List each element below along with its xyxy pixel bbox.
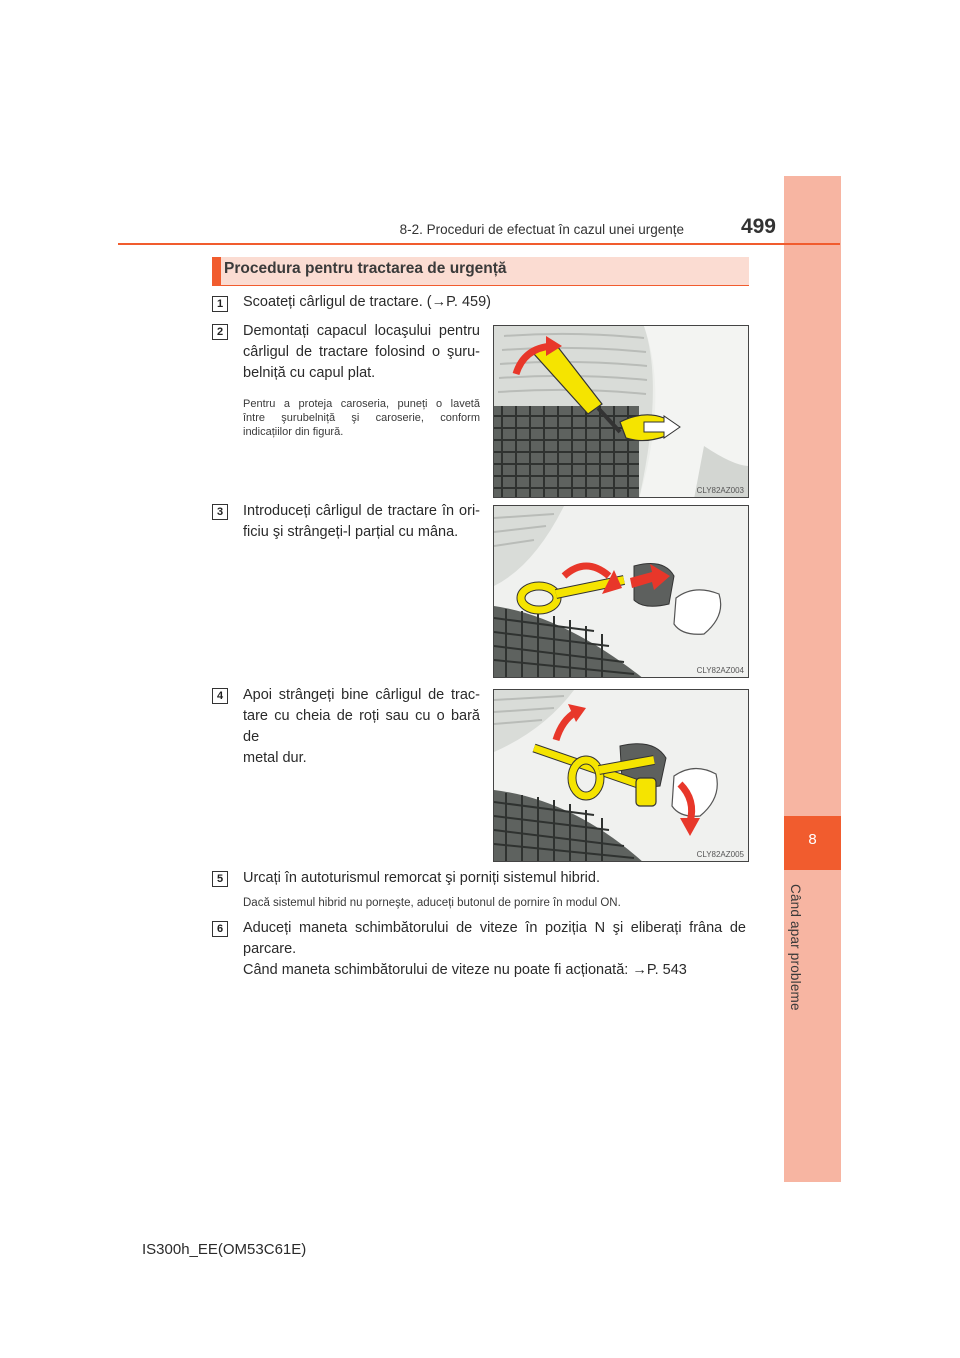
step-number-6: 6 <box>212 921 228 937</box>
step-number-5: 5 <box>212 871 228 887</box>
step-3-line: Introduceți cârligul de tractare în ori- <box>243 503 480 519</box>
step-2-line: cârligul de tractare folosind o şuru- <box>243 344 480 360</box>
header-rule <box>118 243 840 245</box>
figure-insert-hook <box>493 505 749 678</box>
step-5-text <box>243 868 753 889</box>
figure-insert-hook-drawing <box>494 506 749 678</box>
step-5-note <box>243 896 753 910</box>
step-4-text <box>243 685 480 769</box>
step-6-line: Aduceți maneta schimbătorului de viteze în poziția N şi eliberați frâna de <box>243 920 746 936</box>
step-number-2: 2 <box>212 324 228 340</box>
figure-code: CLY82AZ004 <box>696 666 744 675</box>
figure-tighten-hook-drawing <box>494 690 749 862</box>
step-1-text <box>243 292 753 313</box>
step-1-line: Scoateți cârligul de tractare. (→P. 459) <box>243 294 491 310</box>
step-number-1: 1 <box>212 296 228 312</box>
chapter-side-band <box>784 176 841 1182</box>
footer-model-code: IS300h_EE(OM53C61E) <box>142 1241 307 1258</box>
figure-code: CLY82AZ003 <box>696 486 744 495</box>
step-number-4: 4 <box>212 688 228 704</box>
step-6-text <box>243 918 746 981</box>
chapter-label: Când apar probleme <box>788 884 803 1011</box>
step-5-note-line: Dacă sistemul hibrid nu porneşte, aduceți butonul de pornire în modul ON. <box>243 897 621 909</box>
header-section-title: 8-2. Proceduri de efectuat în cazul unei urgențe <box>399 222 684 237</box>
step-2-line: Demontați capacul locaşului pentru <box>243 323 480 339</box>
step-5-line: Urcați în autoturismul remorcat şi porniți sistemul hibrid. <box>243 870 600 886</box>
step-number-3: 3 <box>212 504 228 520</box>
figure-code: CLY82AZ005 <box>696 850 744 859</box>
step-2-note-line: Pentru a proteja caroseria, puneți o lavetă <box>243 398 480 410</box>
step-3-line: ficiu şi strângeți-l parțial cu mâna. <box>243 524 459 540</box>
step-2-text <box>243 321 480 384</box>
step-2-note-line: indicațiilor din figură. <box>243 426 344 438</box>
figure-remove-cover <box>493 325 749 498</box>
step-6-line: parcare. <box>243 941 297 957</box>
figure-tighten-hook <box>493 689 749 862</box>
chapter-number: 8 <box>808 831 817 848</box>
step-2-note <box>243 397 480 439</box>
figure-remove-cover-drawing <box>494 326 749 498</box>
page-number: 499 <box>740 215 776 238</box>
section-heading-rule <box>212 285 749 286</box>
section-heading-title: Procedura pentru tractarea de urgență <box>224 260 507 277</box>
step-3-text <box>243 501 480 543</box>
step-4-line: Apoi strângeți bine cârligul de trac- <box>243 687 480 703</box>
step-2-note-line: între şurubelniță şi caroserie, conform <box>243 412 480 424</box>
step-4-line: tare cu cheia de roți sau cu o bară de <box>243 708 480 745</box>
step-6-line: Când maneta schimbătorului de viteze nu poate fi acționată: →P. 543 <box>243 962 687 978</box>
step-2-line: belniță cu capul plat. <box>243 365 376 381</box>
step-4-line: metal dur. <box>243 750 307 766</box>
